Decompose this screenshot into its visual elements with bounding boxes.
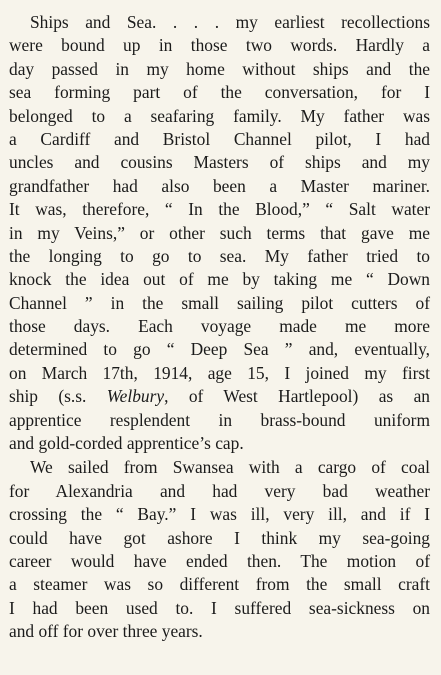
text-line: We sailed from Swansea with a cargo of coal — [30, 457, 430, 478]
text-line: could have got ashore I think my sea-going — [9, 527, 430, 548]
text-line: for Alexandria and had very bad weather — [9, 480, 430, 501]
text-line: belonged to a seafaring family. My father was — [9, 105, 430, 126]
text-segment: ship (s.s. — [9, 386, 107, 407]
text-line: the longing to go to sea. My father tried to — [9, 245, 430, 266]
text-line: grandfather had also been a Master mariner. — [9, 175, 430, 196]
text-line: a Cardiff and Bristol Channel pilot, I had — [9, 128, 430, 149]
text-line: and off for over three years. — [9, 621, 203, 642]
text-line: Channel ” in the small sailing pilot cutters of — [9, 292, 430, 313]
text-line: knock the idea out of me by taking me “ Down — [9, 269, 430, 290]
text-line: were bound up in those two words. Hardly a — [9, 35, 430, 56]
paragraph-2 — [9, 456, 430, 643]
body-text — [9, 11, 430, 644]
text-line: crossing the “ Bay.” I was ill, very ill, and if I — [9, 504, 430, 525]
text-line: day passed in my home without ships and the — [9, 58, 430, 79]
paragraph-1 — [9, 11, 430, 455]
text-line: I had been used to. I suffered sea-sickness on — [9, 597, 430, 618]
text-line: Ships and Sea. . . . my earliest recollections — [30, 12, 430, 32]
text-line: determined to go “ Deep Sea ” and, eventually, — [9, 339, 430, 360]
text-line: career would have ended then. The motion of — [9, 550, 430, 571]
text-line: a steamer was so different from the small craft — [9, 574, 430, 595]
text-line: It was, therefore, “ In the Blood,” “ Salt water — [9, 199, 430, 220]
text-line: those days. Each voyage made me more — [9, 316, 430, 337]
ship-name: Welbury — [106, 386, 165, 407]
text-segment: , of West Hartlepool) as an — [164, 386, 430, 407]
text-line: uncles and cousins Masters of ships and my — [9, 152, 430, 173]
text-line: apprentice resplendent in brass-bound uniform — [9, 409, 430, 430]
text-line: on March 17th, 1914, age 15, I joined my first — [9, 362, 430, 383]
text-line: in my Veins,” or other such terms that gave me — [9, 222, 430, 243]
text-line: and gold-corded apprentice’s cap. — [9, 433, 244, 454]
text-line — [9, 385, 430, 408]
text-line: sea forming part of the conversation, for I — [9, 82, 430, 103]
